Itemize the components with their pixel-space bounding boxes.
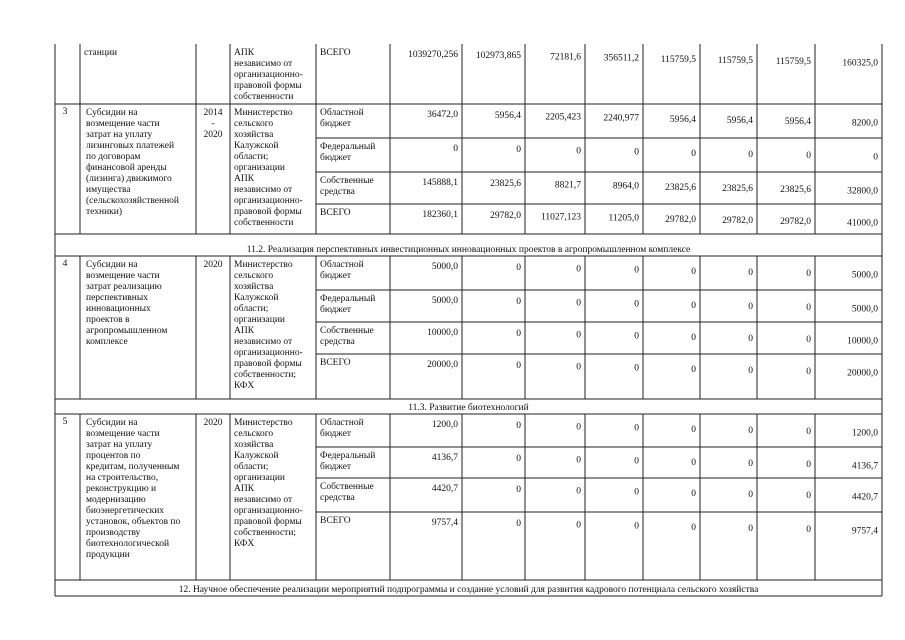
executor-text: независимо от [234,337,293,347]
amount-cell: 1039270,256 [408,50,458,60]
executor-text: собственности; [234,370,297,380]
amount-cell: 0 [576,298,581,309]
amount-cell: 0 [576,362,581,373]
executor-text: АПК [234,174,255,184]
amount-cell: 41000,0 [847,218,878,229]
amount-cell: 0 [634,147,639,158]
amount-cell: 0 [576,146,581,157]
amount-cell: 0 [806,335,811,346]
amount-cell: 0 [691,424,696,435]
measure-name: биотехнологической [86,539,170,549]
amount-cell: 23825,6 [722,184,753,194]
source-label: ВСЕГО [320,48,351,58]
amount-cell: 160325,0 [842,58,878,69]
measure-name: установок, объектов по [86,517,181,527]
amount-cell: 0 [748,268,753,278]
amount-cell: 0 [806,525,811,536]
measure-name: на строительство, [86,473,159,483]
measure-name: производству [86,528,141,538]
amount-cell: 5000,0 [431,296,458,306]
executor-text: сельского [234,119,274,129]
executor-text: организационно- [234,196,303,206]
measure-name: финансовой аренды [86,163,167,173]
amount-cell: 23825,6 [490,179,521,190]
executor-text: организационно- [234,348,303,358]
amount-cell: 5956,4 [726,116,753,126]
amount-cell: 182360,1 [422,210,458,220]
amount-cell: 9757,4 [431,518,458,528]
executor-text: области; [234,304,269,314]
measure-name: возмещение части [86,119,160,129]
source-label: бюджет [320,119,352,129]
amount-cell: 8821,7 [554,180,581,191]
source-label: Федеральный [320,142,376,152]
amount-cell: 0 [748,459,753,469]
source-label: ВСЕГО [320,208,351,218]
executor-text: Министерство [234,108,293,118]
measure-name: по договорам [86,152,141,162]
executor-text: правовой формы [234,517,302,527]
amount-cell: 29782,0 [665,214,696,225]
amount-cell: 0 [806,460,811,471]
source-label: Федеральный [320,451,376,461]
executor-text: организации [234,315,286,325]
executor-text: КФХ [234,539,255,549]
amount-cell: 0 [516,519,521,530]
executor-text: Министерство [234,418,293,428]
amount-cell: 0 [806,303,811,314]
years-text: 2020 [203,418,223,428]
amount-cell: 0 [634,521,639,532]
measure-name: модернизацию [86,495,146,505]
amount-cell: 72181,6 [550,52,581,63]
source-label: Областной [320,260,364,270]
amount-cell: 145888,1 [422,178,458,188]
measure-name: затрат реализацию [86,282,162,292]
measure-name: затрат на уплату [86,440,153,450]
amount-cell: 0 [634,331,639,342]
amount-cell: 0 [691,332,696,343]
amount-cell: 20000,0 [847,368,878,379]
amount-cell: 0 [516,454,521,465]
amount-cell: 0 [516,361,521,372]
measure-name: агропромышленном [86,326,168,336]
measure-name: возмещение части [86,429,160,439]
years-text: - [211,119,215,129]
amount-cell: 36472,0 [427,110,458,120]
amount-cell: 0 [691,488,696,499]
amount-cell: 115759,5 [660,54,696,65]
amount-cell: 0 [634,423,639,434]
amount-cell: 0 [516,145,521,156]
amount-cell: 2205,423 [545,112,581,123]
source-label: ВСЕГО [320,358,351,368]
amount-cell: 20000,0 [427,360,458,370]
amount-cell: 0 [806,491,811,502]
measure-name: инновационных [86,304,151,314]
executor-text: организационно- [234,70,303,80]
amount-cell: 0 [516,297,521,308]
amount-cell: 5000,0 [431,262,458,272]
amount-cell: 4420,7 [431,484,458,494]
amount-cell: 0 [806,427,811,438]
amount-cell: 29782,0 [490,211,521,222]
amount-cell: 0 [634,299,639,310]
measure-name: продукции [86,550,130,560]
measure-name: техники) [86,207,123,217]
amount-cell: 0 [634,265,639,276]
executor-text: сельского [234,429,274,439]
source-label: ВСЕГО [320,516,351,526]
amount-cell: 0 [806,367,811,378]
amount-cell: 32800,0 [847,186,878,197]
executor-text: собственности [234,218,294,228]
amount-cell: 0 [516,329,521,340]
executor-text: Калужской [234,141,279,151]
amount-cell: 0 [576,330,581,341]
amount-cell: 0 [748,366,753,376]
amount-cell: 356511,2 [603,53,639,64]
amount-cell: 0 [516,421,521,432]
measure-name: кредитам, полученным [86,462,180,472]
executor-text: хозяйства [234,282,274,292]
amount-cell: 29782,0 [722,216,753,226]
amount-cell: 0 [748,150,753,160]
amount-cell: 5000,0 [851,270,878,281]
amount-cell: 11205,0 [608,213,639,224]
amount-cell: 10000,0 [847,336,878,347]
amount-cell: 0 [516,263,521,274]
amount-cell: 5956,4 [669,114,696,125]
amount-cell: 1200,0 [851,428,878,439]
measure-name: затрат на уплату [86,130,153,140]
measure-name: Субсидии на [86,418,138,428]
source-label: бюджет [320,462,352,472]
executor-text: Калужской [234,451,279,461]
amount-cell: 0 [576,520,581,531]
source-label: бюджет [320,305,352,315]
executor-text: КФХ [234,381,255,391]
amount-cell: 8964,0 [612,181,639,192]
measure-name: (сельскохозяйственной [86,196,180,206]
source-label: Собственные [320,326,374,336]
amount-cell: 11027,123 [540,212,581,223]
amount-cell: 0 [748,426,753,436]
amount-cell: 0 [691,148,696,159]
amount-cell: 0 [453,144,458,154]
executor-text: хозяйства [234,130,274,140]
amount-cell: 4136,7 [431,453,458,463]
amount-cell: 29782,0 [780,217,811,228]
item-number: 3 [62,107,68,117]
amount-cell: 0 [691,457,696,468]
item-number: 4 [62,259,68,269]
source-label: Областной [320,418,364,428]
executor-text: правовой формы [234,81,302,91]
measure-name: реконструкцию и [86,484,157,494]
amount-cell: 0 [634,363,639,374]
amount-cell: 5956,4 [784,117,811,128]
amount-cell: 5000,0 [851,304,878,315]
source-label: Федеральный [320,294,376,304]
amount-cell: 4420,7 [851,492,878,503]
executor-text: правовой формы [234,207,302,217]
amount-cell: 0 [634,456,639,467]
source-label: бюджет [320,429,352,439]
executor-text: Калужской [234,293,279,303]
executor-text: АПК [234,484,255,494]
years-text: 2020 [203,130,223,140]
amount-cell: 0 [634,487,639,498]
measure-name: Субсидии на [86,108,138,118]
amount-cell: 0 [576,264,581,275]
measure-name: комплексе [86,337,128,347]
amount-cell: 23825,6 [665,182,696,193]
amount-cell: 8200,0 [851,118,878,129]
measure-name: имущества [86,185,131,195]
amount-cell: 10000,0 [427,328,458,338]
amount-cell: 0 [576,486,581,497]
executor-text: организационно- [234,506,303,516]
measure-name: станции [84,48,118,58]
amount-cell: 102973,865 [475,51,521,62]
source-label: средства [320,493,355,503]
amount-cell: 0 [806,269,811,280]
item-number: 5 [62,417,68,427]
source-label: средства [320,187,355,197]
measure-name: (лизинга) движимого [86,174,172,184]
amount-cell: 0 [691,364,696,375]
amount-cell: 0 [748,334,753,344]
amount-cell: 0 [748,524,753,534]
amount-cell: 0 [576,455,581,466]
source-label: Собственные [320,176,374,186]
measure-name: перспективных [86,293,148,303]
measure-name: лизинговых платежей [86,141,175,151]
amount-cell: 0 [873,152,878,163]
measure-name: биоэнергетических [86,506,165,516]
amount-cell: 0 [516,485,521,496]
amount-cell: 115759,5 [717,56,753,66]
amount-cell: 115759,5 [775,57,811,68]
executor-text: Министерство [234,260,293,270]
executor-text: организации [234,163,286,173]
amount-cell: 0 [806,151,811,162]
measure-name: проектов в [86,315,130,325]
amount-cell: 23825,6 [780,185,811,196]
amount-cell: 4136,7 [851,461,878,472]
executor-text: правовой формы [234,359,302,369]
amount-cell: 0 [576,422,581,433]
measure-name: возмещение части [86,271,160,281]
executor-text: организации [234,473,286,483]
source-label: средства [320,337,355,347]
executor-text: независимо от [234,495,293,505]
executor-text: области; [234,462,269,472]
section-heading: 12. Научное обеспечение реализации мероприятий подпрограммы и создание условий для развития кадрового потенциала сельского хозяйства [178,585,759,595]
source-label: Областной [320,108,364,118]
years-text: 2014 [203,108,223,118]
measure-name: процентов по [86,451,141,461]
amount-cell: 1200,0 [431,420,458,430]
section-heading: 11.2. Реализация перспективных инвестиционных инновационных проектов в агропромышленном комплексе [246,245,691,255]
executor-text: хозяйства [234,440,274,450]
executor-text: независимо от [234,185,293,195]
amount-cell: 0 [748,302,753,312]
amount-cell: 0 [691,522,696,533]
section-heading: 11.3. Развитие биотехнологий [408,403,529,413]
amount-cell: 9757,4 [851,526,878,537]
measure-name: Субсидии на [86,260,138,270]
executor-text: независимо от [234,59,293,69]
amount-cell: 2240,977 [603,113,639,124]
amount-cell: 0 [691,300,696,311]
amount-cell: 0 [691,266,696,277]
executor-text: области; [234,152,269,162]
years-text: 2020 [203,260,223,270]
executor-text: сельского [234,271,274,281]
executor-text: АПК [234,48,255,58]
executor-text: собственности; [234,528,297,538]
executor-text: собственности [234,92,294,102]
executor-text: АПК [234,326,255,336]
source-label: бюджет [320,271,352,281]
source-label: Собственные [320,482,374,492]
amount-cell: 5956,4 [494,111,521,122]
amount-cell: 0 [748,490,753,500]
source-label: бюджет [320,153,352,163]
